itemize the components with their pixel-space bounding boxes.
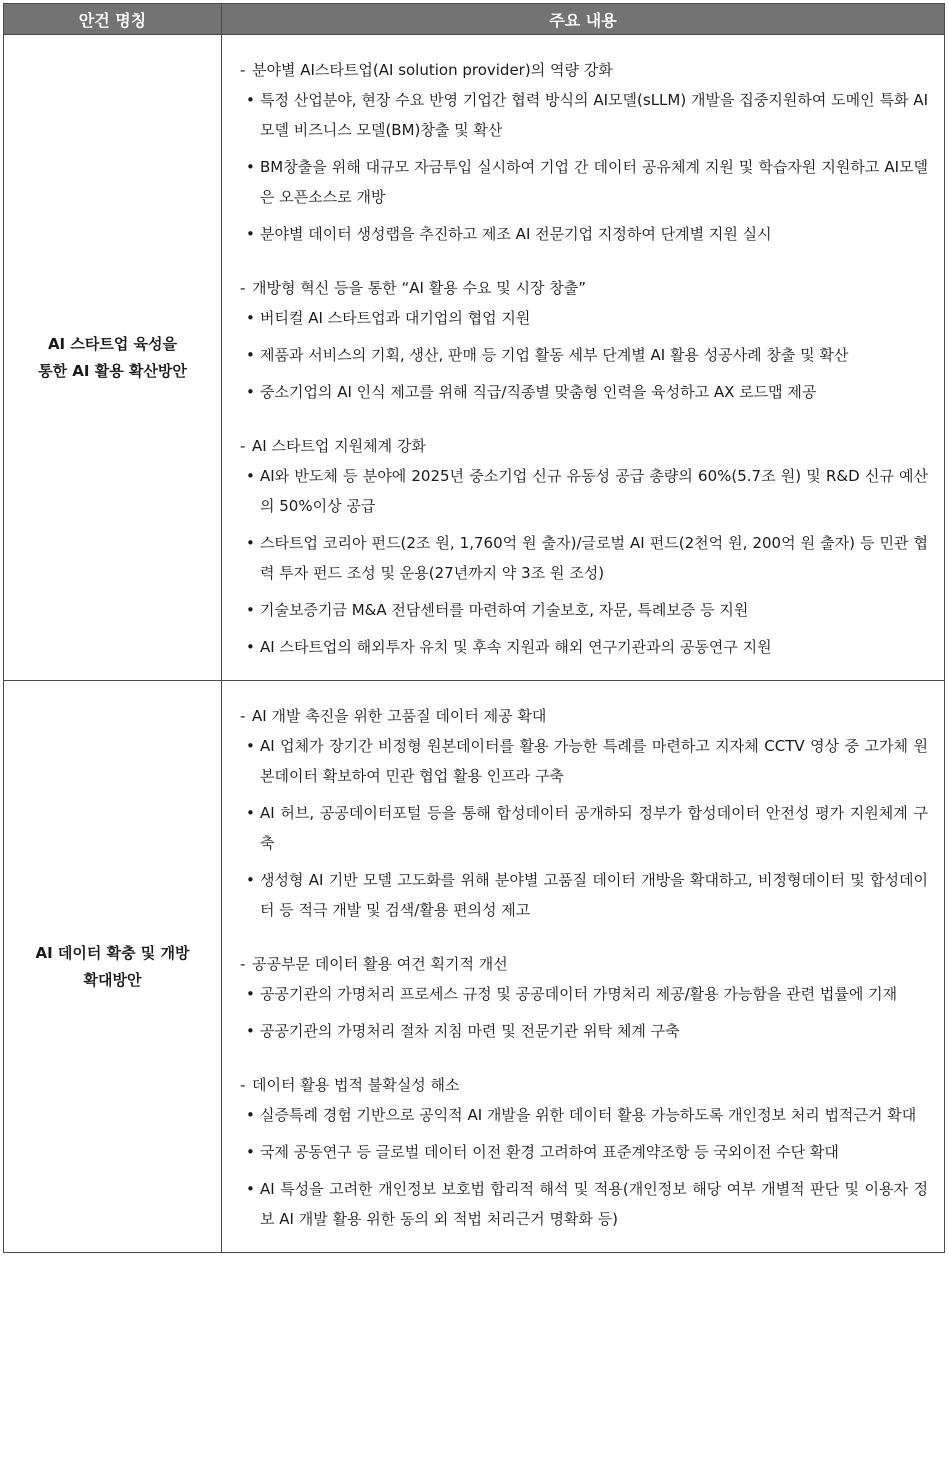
group-title bbox=[234, 431, 928, 461]
content-group bbox=[234, 949, 928, 1046]
group-title-text: AI 개발 촉진을 위한 고품질 데이터 제공 확대 bbox=[252, 707, 547, 725]
bullet-item bbox=[234, 595, 928, 625]
agenda-name-cell bbox=[4, 35, 222, 681]
group-title-text: 개방형 혁신 등을 통한 “AI 활용 수요 및 시장 창출” bbox=[252, 279, 586, 297]
agenda-table bbox=[3, 3, 945, 1253]
bullet-text: AI 스타트업의 해외투자 유치 및 후속 지원과 해외 연구기관과의 공동연구 지원 bbox=[260, 638, 772, 656]
agenda-name-cell bbox=[4, 681, 222, 1253]
bullet-text: 국제 공동연구 등 글로벌 데이터 이전 환경 고려하여 표준계약조항 등 국외이전 수단 확대 bbox=[260, 1143, 839, 1161]
bullet-text: AI 특성을 고려한 개인정보 보호법 합리적 해석 및 적용(개인정보 해당 여부 개별적 판단 및 이용자 정보 AI 개발 활용 위한 동의 외 적법 처리근거 명확화 등) bbox=[260, 1180, 928, 1228]
bullet-list bbox=[234, 1100, 928, 1234]
agenda-row bbox=[4, 681, 945, 1253]
bullet-text: AI와 반도체 등 분야에 2025년 중소기업 신규 유동성 공급 총량의 60%(5.7조 원) 및 R&D 신규 예산의 50%이상 공급 bbox=[260, 467, 928, 515]
bullet-dot: • bbox=[246, 1106, 255, 1124]
bullet-text: AI 업체가 장기간 비정형 원본데이터를 활용 가능한 특례를 마련하고 지자체 CCTV 영상 중 고가체 원본데이터 확보하여 민관 협업 활용 인프라 구축 bbox=[260, 737, 928, 785]
bullet-item bbox=[234, 461, 928, 521]
agenda-content-cell bbox=[222, 681, 945, 1253]
header-row bbox=[4, 4, 945, 35]
bullet-item bbox=[234, 1174, 928, 1234]
bullet-item bbox=[234, 1016, 928, 1046]
group-title bbox=[234, 55, 928, 85]
bullet-item bbox=[234, 979, 928, 1009]
agenda-name-line: 확대방안 bbox=[83, 970, 142, 989]
bullet-text: 공공기관의 가명처리 프로세스 규정 및 공공데이터 가명처리 제공/활용 가능함을 관련 법률에 기재 bbox=[260, 985, 898, 1003]
bullet-dot: • bbox=[246, 346, 255, 364]
bullet-dot: • bbox=[246, 737, 255, 755]
bullet-text: 제품과 서비스의 기획, 생산, 판매 등 기업 활동 세부 단계별 AI 활용 성공사례 창출 및 확산 bbox=[260, 346, 849, 364]
bullet-dot: • bbox=[246, 871, 255, 889]
agenda-content-cell bbox=[222, 35, 945, 681]
group-title bbox=[234, 1070, 928, 1100]
bullet-item bbox=[234, 865, 928, 925]
dash-marker: - bbox=[240, 61, 246, 79]
bullet-dot: • bbox=[246, 309, 255, 327]
bullet-text: 특정 산업분야, 현장 수요 반영 기업간 협력 방식의 AI모델(sLLM) 개발을 집중지원하여 도메인 특화 AI 모델 비즈니스 모델(BM)창출 및 확산 bbox=[260, 91, 928, 139]
bullet-text: 기술보증기금 M&A 전담센터를 마련하여 기술보호, 자문, 특례보증 등 지원 bbox=[260, 601, 749, 619]
group-title-text: AI 스타트업 지원체계 강화 bbox=[252, 437, 426, 455]
bullet-list bbox=[234, 303, 928, 407]
bullet-dot: • bbox=[246, 383, 255, 401]
bullet-dot: • bbox=[246, 534, 255, 552]
bullet-dot: • bbox=[246, 1143, 255, 1161]
bullet-text: 분야별 데이터 생성랩을 추진하고 제조 AI 전문기업 지정하여 단계별 지원 실시 bbox=[260, 225, 772, 243]
bullet-item bbox=[234, 1137, 928, 1167]
content-group bbox=[234, 1070, 928, 1234]
dash-marker: - bbox=[240, 437, 246, 455]
agenda-name-line: AI 데이터 확충 및 개방 bbox=[35, 943, 190, 962]
bullet-dot: • bbox=[246, 225, 255, 243]
group-title-text: 공공부문 데이터 활용 여건 획기적 개선 bbox=[252, 955, 508, 973]
bullet-item bbox=[234, 798, 928, 858]
bullet-item bbox=[234, 731, 928, 791]
agenda-name-line: AI 스타트업 육성을 bbox=[47, 334, 178, 353]
bullet-list bbox=[234, 731, 928, 925]
bullet-list bbox=[234, 85, 928, 249]
bullet-text: 생성형 AI 기반 모델 고도화를 위해 분야별 고품질 데이터 개방을 확대하고, 비정형데이터 및 합성데이터 등 적극 개발 및 검색/활용 편의성 제고 bbox=[260, 871, 928, 919]
bullet-text: 스타트업 코리아 펀드(2조 원, 1,760억 원 출자)/글로벌 AI 펀드(2천억 원, 200억 원 출자) 등 민관 협력 투자 펀드 조성 및 운용(27년까지 약 3조 원 조성) bbox=[260, 534, 928, 582]
bullet-dot: • bbox=[246, 467, 255, 485]
bullet-item bbox=[234, 528, 928, 588]
bullet-dot: • bbox=[246, 638, 255, 656]
bullet-item bbox=[234, 1100, 928, 1130]
bullet-item bbox=[234, 303, 928, 333]
header-agenda-name: 안건 명칭 bbox=[4, 4, 222, 35]
dash-marker: - bbox=[240, 955, 246, 973]
bullet-text: 중소기업의 AI 인식 제고를 위해 직급/직종별 맞춤형 인력을 육성하고 AX 로드맵 제공 bbox=[260, 383, 817, 401]
bullet-dot: • bbox=[246, 601, 255, 619]
bullet-text: 버티컬 AI 스타트업과 대기업의 협업 지원 bbox=[260, 309, 531, 327]
bullet-item bbox=[234, 632, 928, 662]
bullet-item bbox=[234, 152, 928, 212]
dash-marker: - bbox=[240, 279, 246, 297]
dash-marker: - bbox=[240, 1076, 246, 1094]
header-main-content: 주요 내용 bbox=[222, 4, 945, 35]
group-title bbox=[234, 273, 928, 303]
bullet-list bbox=[234, 979, 928, 1046]
group-title bbox=[234, 701, 928, 731]
group-title bbox=[234, 949, 928, 979]
content-group bbox=[234, 701, 928, 925]
bullet-item bbox=[234, 85, 928, 145]
bullet-text: BM창출을 위해 대규모 자금투입 실시하여 기업 간 데이터 공유체계 지원 및 학습자원 지원하고 AI모델은 오픈소스로 개방 bbox=[260, 158, 928, 206]
dash-marker: - bbox=[240, 707, 246, 725]
bullet-dot: • bbox=[246, 91, 255, 109]
bullet-dot: • bbox=[246, 158, 255, 176]
bullet-dot: • bbox=[246, 1022, 255, 1040]
bullet-item bbox=[234, 219, 928, 249]
bullet-text: 실증특례 경험 기반으로 공익적 AI 개발을 위한 데이터 활용 가능하도록 개인정보 처리 법적근거 확대 bbox=[260, 1106, 917, 1124]
content-group bbox=[234, 431, 928, 662]
bullet-text: 공공기관의 가명처리 절차 지침 마련 및 전문기관 위탁 체계 구축 bbox=[260, 1022, 680, 1040]
table-body bbox=[4, 35, 945, 1253]
group-title-text: 데이터 활용 법적 불확실성 해소 bbox=[252, 1076, 460, 1094]
bullet-dot: • bbox=[246, 985, 255, 1003]
agenda-name-line: 통한 AI 활용 확산방안 bbox=[38, 361, 187, 380]
group-title-text: 분야별 AI스타트업(AI solution provider)의 역량 강화 bbox=[252, 61, 613, 79]
bullet-list bbox=[234, 461, 928, 662]
bullet-dot: • bbox=[246, 1180, 255, 1198]
content-group bbox=[234, 273, 928, 407]
agenda-row bbox=[4, 35, 945, 681]
content-group bbox=[234, 55, 928, 249]
bullet-item bbox=[234, 377, 928, 407]
bullet-item bbox=[234, 340, 928, 370]
bullet-text: AI 허브, 공공데이터포털 등을 통해 합성데이터 공개하되 정부가 합성데이터 안전성 평가 지원체계 구축 bbox=[260, 804, 928, 852]
bullet-dot: • bbox=[246, 804, 255, 822]
